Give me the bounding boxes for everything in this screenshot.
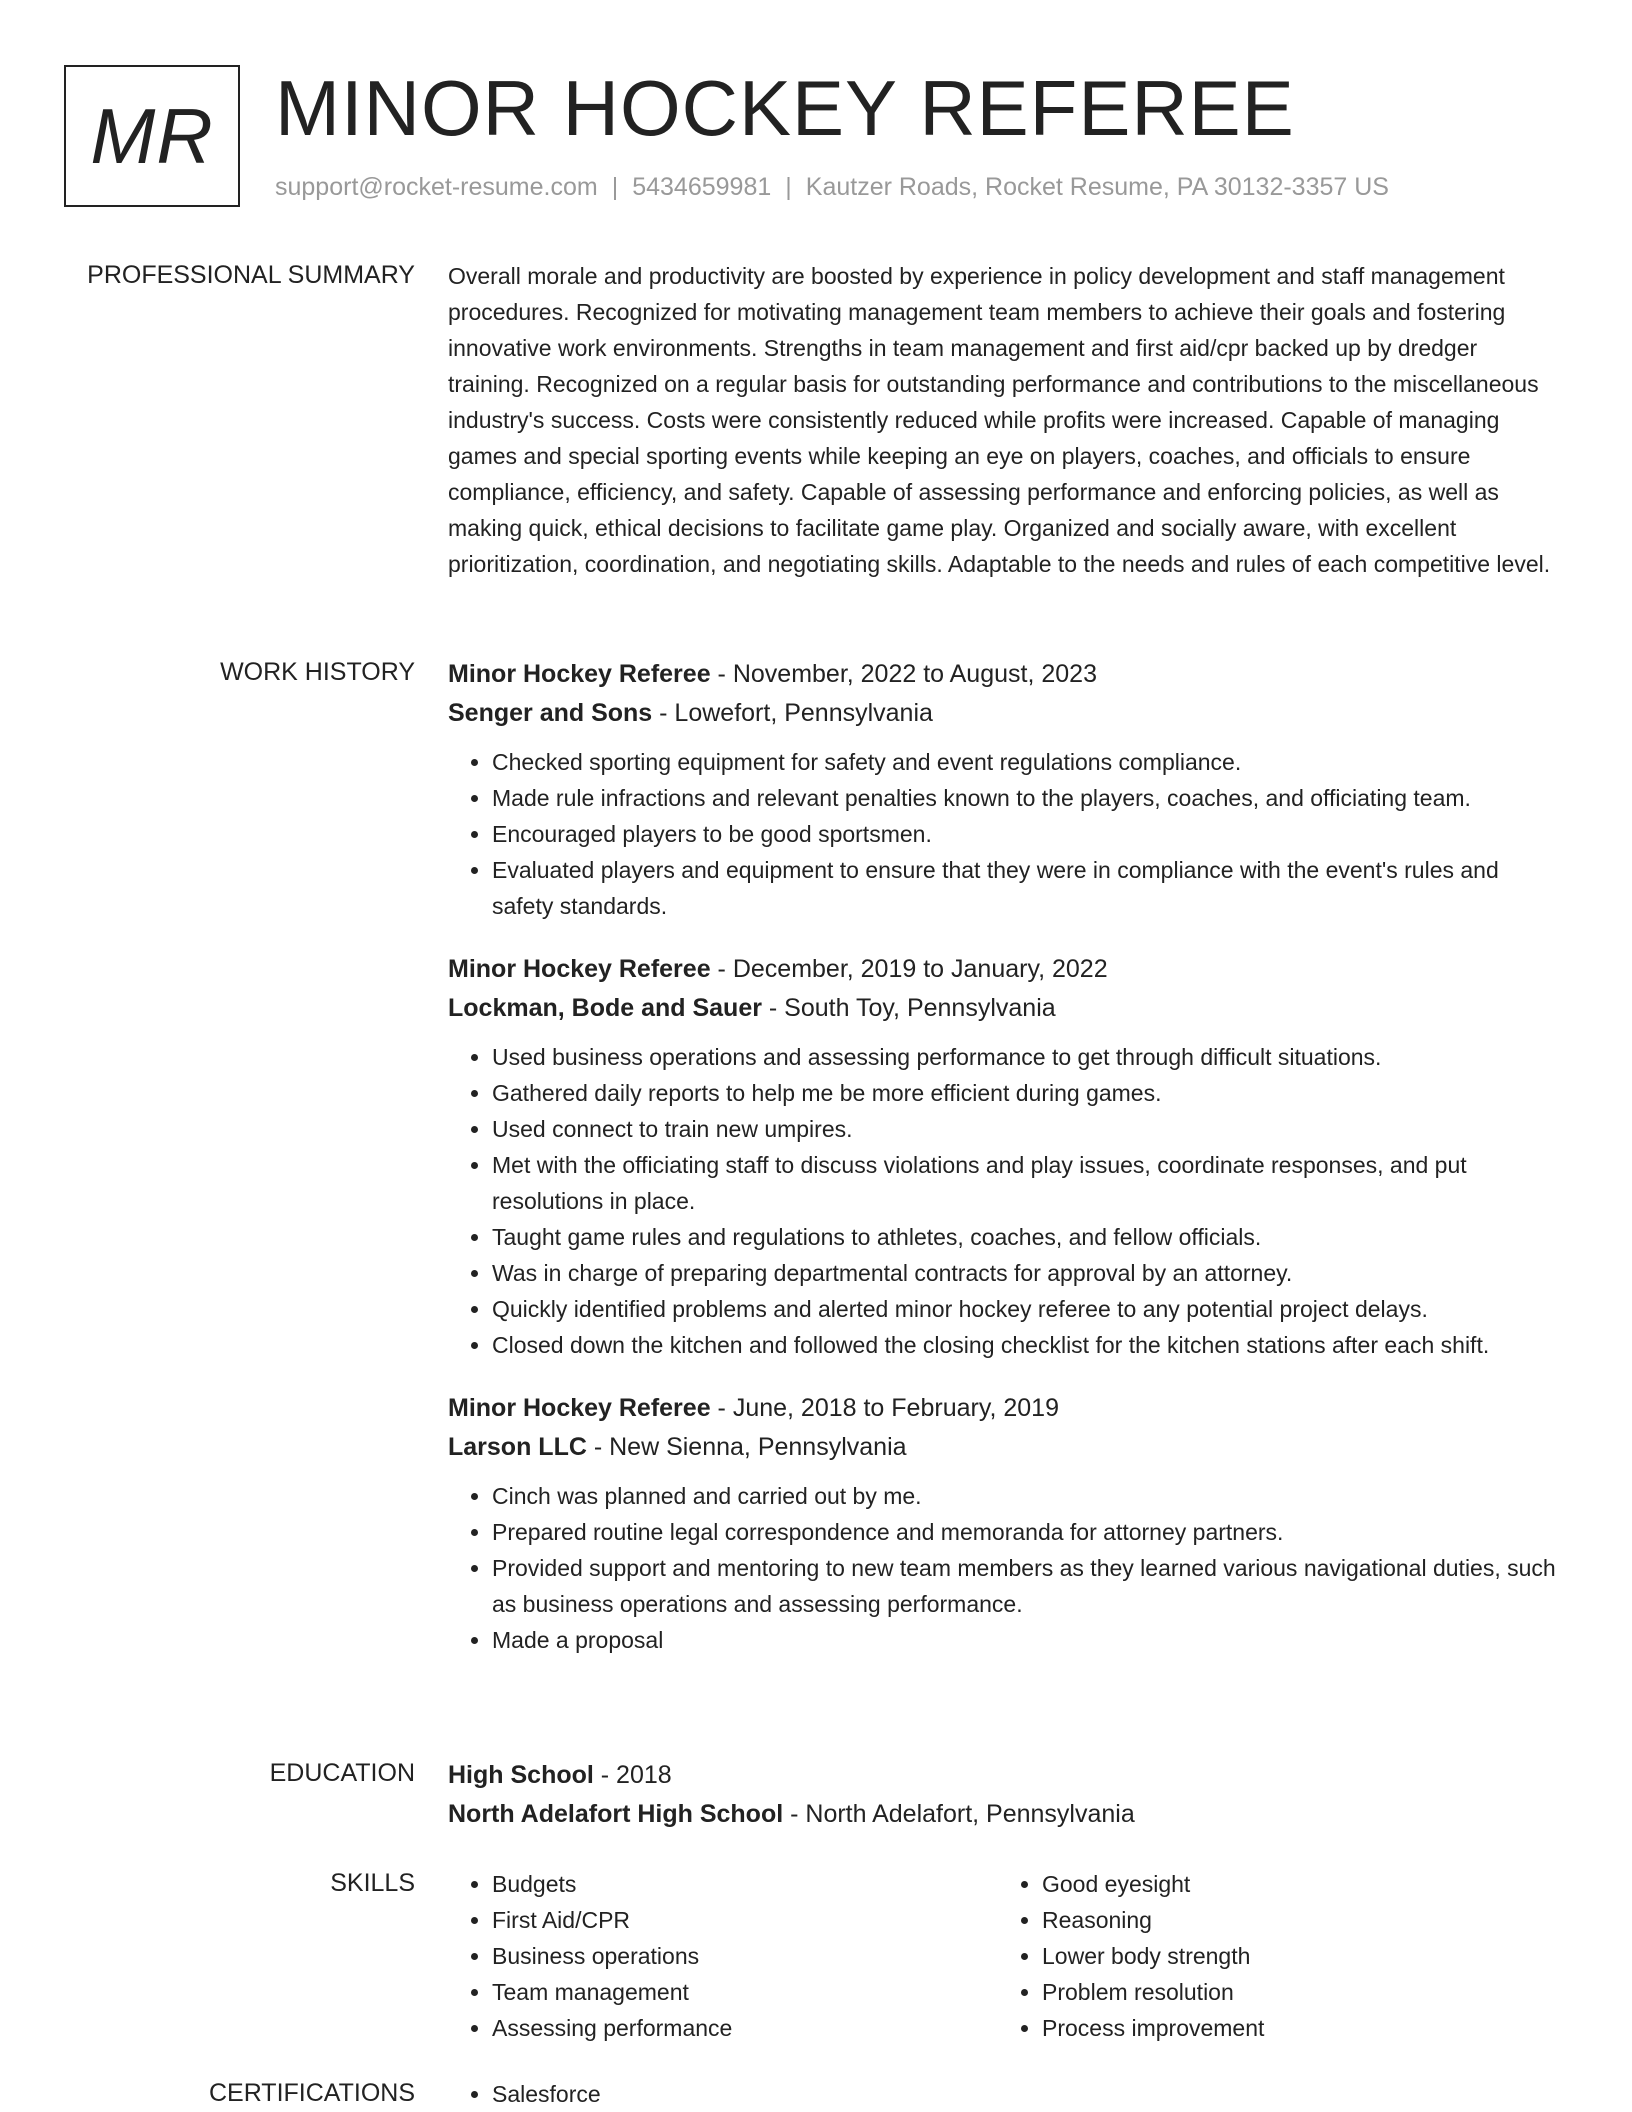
summary-text: Overall morale and productivity are boosted by experience in policy development and staff management procedures. Recognized for motivating management team members to achieve their goals and fostering innovative work environments. Strengths in team management and first aid/cpr backed up by dredger training. Recognized on a regular basis for outstanding performance and contributions to the miscellaneous industry's success. Costs were consistently reduced while profits were increased. Capable of managing games and special sporting events while keeping an eye on players, coaches, and officials to ensure compliance, efficiency, and safety. Capable of assessing performance and enforcing policies, as well as making quick, ethical decisions to facilitate game play. Organized and socially aware, with excellent prioritization, coordination, and negotiating skills. Adaptable to the needs and rules of each competitive level. bbox=[448, 263, 1551, 577]
skill-item: • Team management bbox=[492, 1974, 998, 2010]
job-location: - Lowefort, Pennsylvania bbox=[652, 699, 933, 727]
skill-item: • Reasoning bbox=[1042, 1902, 1548, 1938]
job-location: - New Sienna, Pennsylvania bbox=[586, 1433, 907, 1461]
education-degree-line bbox=[448, 1756, 1563, 1795]
job-bullet: • Encouraged players to be good sportsmen. bbox=[492, 816, 1563, 852]
skill-item: • First Aid/CPR bbox=[492, 1902, 998, 1938]
education-school: North Adelafort High School bbox=[448, 1800, 784, 1828]
skill-item: • Good eyesight bbox=[1042, 1866, 1548, 1902]
skill-item: • Process improvement bbox=[1042, 2010, 1548, 2046]
skill-item: • Assessing performance bbox=[492, 2010, 998, 2046]
job-bullet: • Checked sporting equipment for safety and event regulations compliance. bbox=[492, 744, 1563, 780]
section-label-certifications: CERTIFICATIONS bbox=[208, 2079, 415, 2107]
skill-item: • Lower body strength bbox=[1042, 1938, 1548, 1974]
contact-separator: | bbox=[611, 173, 619, 201]
job-bullet: • Was in charge of preparing departmental contracts for approval by an attorney. bbox=[492, 1255, 1563, 1291]
job-bullets bbox=[448, 1478, 1563, 1658]
monogram-logo: MR bbox=[64, 65, 240, 207]
job-entry bbox=[448, 950, 1563, 1363]
skills-list-left bbox=[448, 1866, 998, 2046]
job-company: Larson LLC bbox=[448, 1433, 587, 1461]
section-label-summary: PROFESSIONAL SUMMARY bbox=[87, 261, 415, 289]
contact-phone: 5434659981 bbox=[632, 173, 772, 201]
job-entry bbox=[448, 1389, 1563, 1658]
education-year: - 2018 bbox=[593, 1761, 672, 1789]
job-bullet: • Closed down the kitchen and followed the closing checklist for the kitchen stations after each shift. bbox=[492, 1327, 1563, 1363]
job-title-line bbox=[448, 950, 1563, 989]
job-bullet: • Gathered daily reports to help me be more efficient during games. bbox=[492, 1075, 1563, 1111]
job-company-line bbox=[448, 989, 1563, 1028]
job-company-line bbox=[448, 1428, 1563, 1467]
job-bullet: • Provided support and mentoring to new team members as they learned various navigational duties, such as business operations and assessing performance. bbox=[492, 1550, 1563, 1622]
education-location: - North Adelafort, Pennsylvania bbox=[783, 1800, 1135, 1828]
job-location: - South Toy, Pennsylvania bbox=[761, 994, 1056, 1022]
job-company-line bbox=[448, 694, 1563, 733]
section-label-education: EDUCATION bbox=[269, 1759, 415, 1787]
job-bullet: • Cinch was planned and carried out by me. bbox=[492, 1478, 1563, 1514]
job-bullet: • Met with the officiating staff to discuss violations and play issues, coordinate responses, and put resolutions in place. bbox=[492, 1147, 1563, 1219]
job-dates: - December, 2019 to January, 2022 bbox=[710, 955, 1108, 983]
job-title: Minor Hockey Referee bbox=[448, 1394, 711, 1422]
skill-item: • Budgets bbox=[492, 1866, 998, 1902]
job-bullets bbox=[448, 1039, 1563, 1363]
job-title-line bbox=[448, 655, 1563, 694]
job-title: Minor Hockey Referee bbox=[448, 660, 711, 688]
job-title: Minor Hockey Referee bbox=[448, 955, 711, 983]
job-bullet: • Prepared routine legal correspondence and memoranda for attorney partners. bbox=[492, 1514, 1563, 1550]
job-bullet: • Used business operations and assessing performance to get through difficult situations. bbox=[492, 1039, 1563, 1075]
certification-item: • Salesforce bbox=[492, 2076, 1563, 2112]
skill-item: • Business operations bbox=[492, 1938, 998, 1974]
contact-email: support@rocket-resume.com bbox=[275, 173, 598, 201]
job-dates: - November, 2022 to August, 2023 bbox=[710, 660, 1097, 688]
job-title-line bbox=[448, 1389, 1563, 1428]
job-bullet: • Made rule infractions and relevant penalties known to the players, coaches, and officiating team. bbox=[492, 780, 1563, 816]
skill-item: • Problem resolution bbox=[1042, 1974, 1548, 2010]
contact-separator: | bbox=[785, 173, 792, 201]
job-entry bbox=[448, 655, 1563, 924]
education-school-line bbox=[448, 1795, 1563, 1834]
contact-line bbox=[275, 173, 1389, 202]
job-company: Lockman, Bode and Sauer bbox=[448, 994, 762, 1022]
job-list bbox=[448, 655, 1563, 1684]
job-dates: - June, 2018 to February, 2019 bbox=[710, 1394, 1059, 1422]
resume-header bbox=[64, 65, 1564, 215]
candidate-name: MINOR HOCKEY REFEREE bbox=[275, 64, 1295, 152]
job-bullet: • Quickly identified problems and alerted minor hockey referee to any potential project delays. bbox=[492, 1291, 1563, 1327]
job-bullet: • Used connect to train new umpires. bbox=[492, 1111, 1563, 1147]
education-degree: High School bbox=[448, 1761, 594, 1789]
section-label-skills: SKILLS bbox=[330, 1869, 415, 1897]
contact-address: Kautzer Roads, Rocket Resume, PA 30132-3357 US bbox=[805, 173, 1389, 201]
job-bullets bbox=[448, 744, 1563, 924]
job-bullet: • Evaluated players and equipment to ensure that they were in compliance with the event's rules and safety standards. bbox=[492, 852, 1563, 924]
job-bullet: • Taught game rules and regulations to athletes, coaches, and fellow officials. bbox=[492, 1219, 1563, 1255]
certifications-list bbox=[448, 2076, 1563, 2112]
section-label-work-history: WORK HISTORY bbox=[220, 658, 415, 686]
job-company: Senger and Sons bbox=[448, 699, 653, 727]
skills-list-right bbox=[998, 1866, 1548, 2046]
job-bullet: • Made a proposal bbox=[492, 1622, 1563, 1658]
